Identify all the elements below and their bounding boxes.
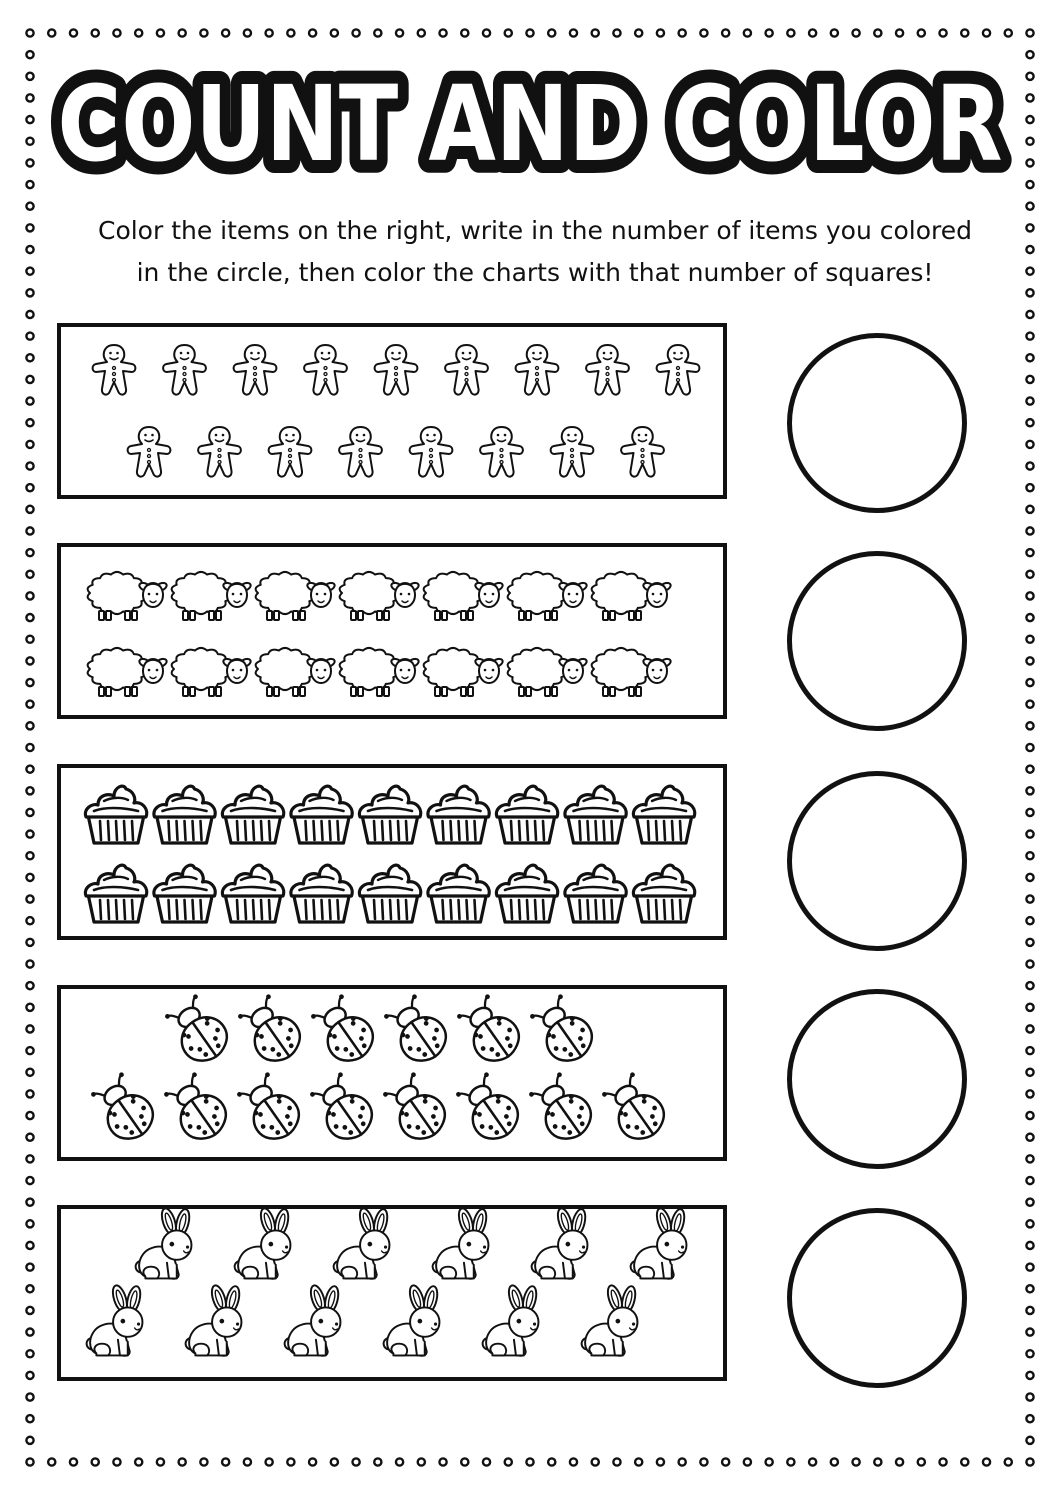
cupcake-icon xyxy=(359,865,420,922)
ladybug-icon xyxy=(234,991,308,1069)
sheep-icon xyxy=(340,572,420,620)
gingerbread-icon xyxy=(198,427,241,477)
bunny-icon xyxy=(87,1284,143,1356)
ladybug-icon xyxy=(598,1069,672,1147)
cupcake-icon xyxy=(633,786,694,843)
sheep-icon xyxy=(424,572,504,620)
ladybug-icon xyxy=(307,991,381,1069)
cupcake-icon xyxy=(291,865,352,922)
sheep-icon xyxy=(592,648,672,696)
bunny-icon xyxy=(483,1284,539,1356)
sheep-icon xyxy=(256,648,336,696)
bunny-icon xyxy=(631,1209,687,1279)
sheep-icon xyxy=(172,572,252,620)
item-box-gingerbread xyxy=(57,323,727,499)
gingerbread-icon xyxy=(410,427,453,477)
bunny-icon xyxy=(582,1284,638,1356)
cupcake-icon xyxy=(496,786,557,843)
sheep-icon xyxy=(256,572,336,620)
answer-circle-ladybug[interactable] xyxy=(787,989,967,1169)
gingerbread-icon xyxy=(480,427,523,477)
ladybug-icon xyxy=(452,1069,526,1147)
sheep-icon xyxy=(508,648,588,696)
ladybug-icon xyxy=(306,1069,380,1147)
ladybug-icon xyxy=(160,1069,234,1147)
item-box-cupcake xyxy=(57,764,727,940)
sheep-icon xyxy=(88,648,168,696)
cupcake-icon xyxy=(154,786,215,843)
ladybug-icon xyxy=(379,1069,453,1147)
answer-circle-cupcake[interactable] xyxy=(787,771,967,951)
sheep-icon xyxy=(88,572,168,620)
sheep-items xyxy=(61,547,723,715)
ladybug-icon xyxy=(161,991,235,1069)
sheep-icon xyxy=(424,648,504,696)
title-banner xyxy=(0,48,1060,198)
cupcake-icon xyxy=(496,865,557,922)
gingerbread-icon xyxy=(657,345,700,395)
cupcake-icon xyxy=(565,786,626,843)
bunny-icon xyxy=(334,1209,390,1279)
bunny-icon xyxy=(186,1284,242,1356)
cupcake-items xyxy=(61,768,723,936)
instructions-line-1: Color the items on the right, write in the number of items you colored xyxy=(97,216,972,245)
cupcake-icon xyxy=(359,786,420,843)
sheep-icon xyxy=(172,648,252,696)
cupcake-icon xyxy=(85,865,146,922)
gingerbread-icon xyxy=(339,427,382,477)
ladybug-items xyxy=(61,989,723,1157)
cupcake-icon xyxy=(154,865,215,922)
answer-circle-gingerbread[interactable] xyxy=(787,333,967,513)
gingerbread-icon xyxy=(234,345,277,395)
cupcake-icon xyxy=(85,786,146,843)
title-graphic xyxy=(0,48,1060,198)
gingerbread-icon xyxy=(445,345,488,395)
bunny-icon xyxy=(285,1284,341,1356)
cupcake-icon xyxy=(428,865,489,922)
bunny-icon xyxy=(384,1284,440,1356)
answer-circle-bunny[interactable] xyxy=(787,1208,967,1388)
gingerbread-icon xyxy=(269,427,312,477)
answer-circle-sheep[interactable] xyxy=(787,551,967,731)
gingerbread-icon xyxy=(375,345,418,395)
instructions-line-2: in the circle, then color the charts with that number of squares! xyxy=(136,258,934,287)
ladybug-icon xyxy=(453,991,527,1069)
item-box-ladybug xyxy=(57,985,727,1161)
gingerbread-icon xyxy=(93,345,136,395)
sheep-icon xyxy=(508,572,588,620)
ladybug-icon xyxy=(87,1069,161,1147)
sheep-icon xyxy=(592,572,672,620)
cupcake-icon xyxy=(428,786,489,843)
gingerbread-icon xyxy=(128,427,171,477)
cupcake-icon xyxy=(565,865,626,922)
gingerbread-icon xyxy=(304,345,347,395)
cupcake-icon xyxy=(633,865,694,922)
gingerbread-icon xyxy=(621,427,664,477)
cupcake-icon xyxy=(222,786,283,843)
bunny-icon xyxy=(235,1209,291,1279)
ladybug-icon xyxy=(526,991,600,1069)
bunny-icon xyxy=(136,1209,192,1279)
gingerbread-icon xyxy=(551,427,594,477)
bunny-icon xyxy=(532,1209,588,1279)
item-box-sheep xyxy=(57,543,727,719)
gingerbread-items xyxy=(61,327,723,495)
bunny-icon xyxy=(433,1209,489,1279)
gingerbread-icon xyxy=(586,345,629,395)
ladybug-icon xyxy=(380,991,454,1069)
page-title: COUNT AND COLOR xyxy=(57,63,1003,185)
ladybug-icon xyxy=(525,1069,599,1147)
cupcake-icon xyxy=(291,786,352,843)
instructions xyxy=(40,210,1030,294)
gingerbread-icon xyxy=(163,345,206,395)
item-box-bunny xyxy=(57,1205,727,1381)
cupcake-icon xyxy=(222,865,283,922)
gingerbread-icon xyxy=(516,345,559,395)
sheep-icon xyxy=(340,648,420,696)
bunny-items xyxy=(61,1209,723,1377)
page-title-outline: COUNT AND COLOR xyxy=(57,63,1003,185)
ladybug-icon xyxy=(233,1069,307,1147)
